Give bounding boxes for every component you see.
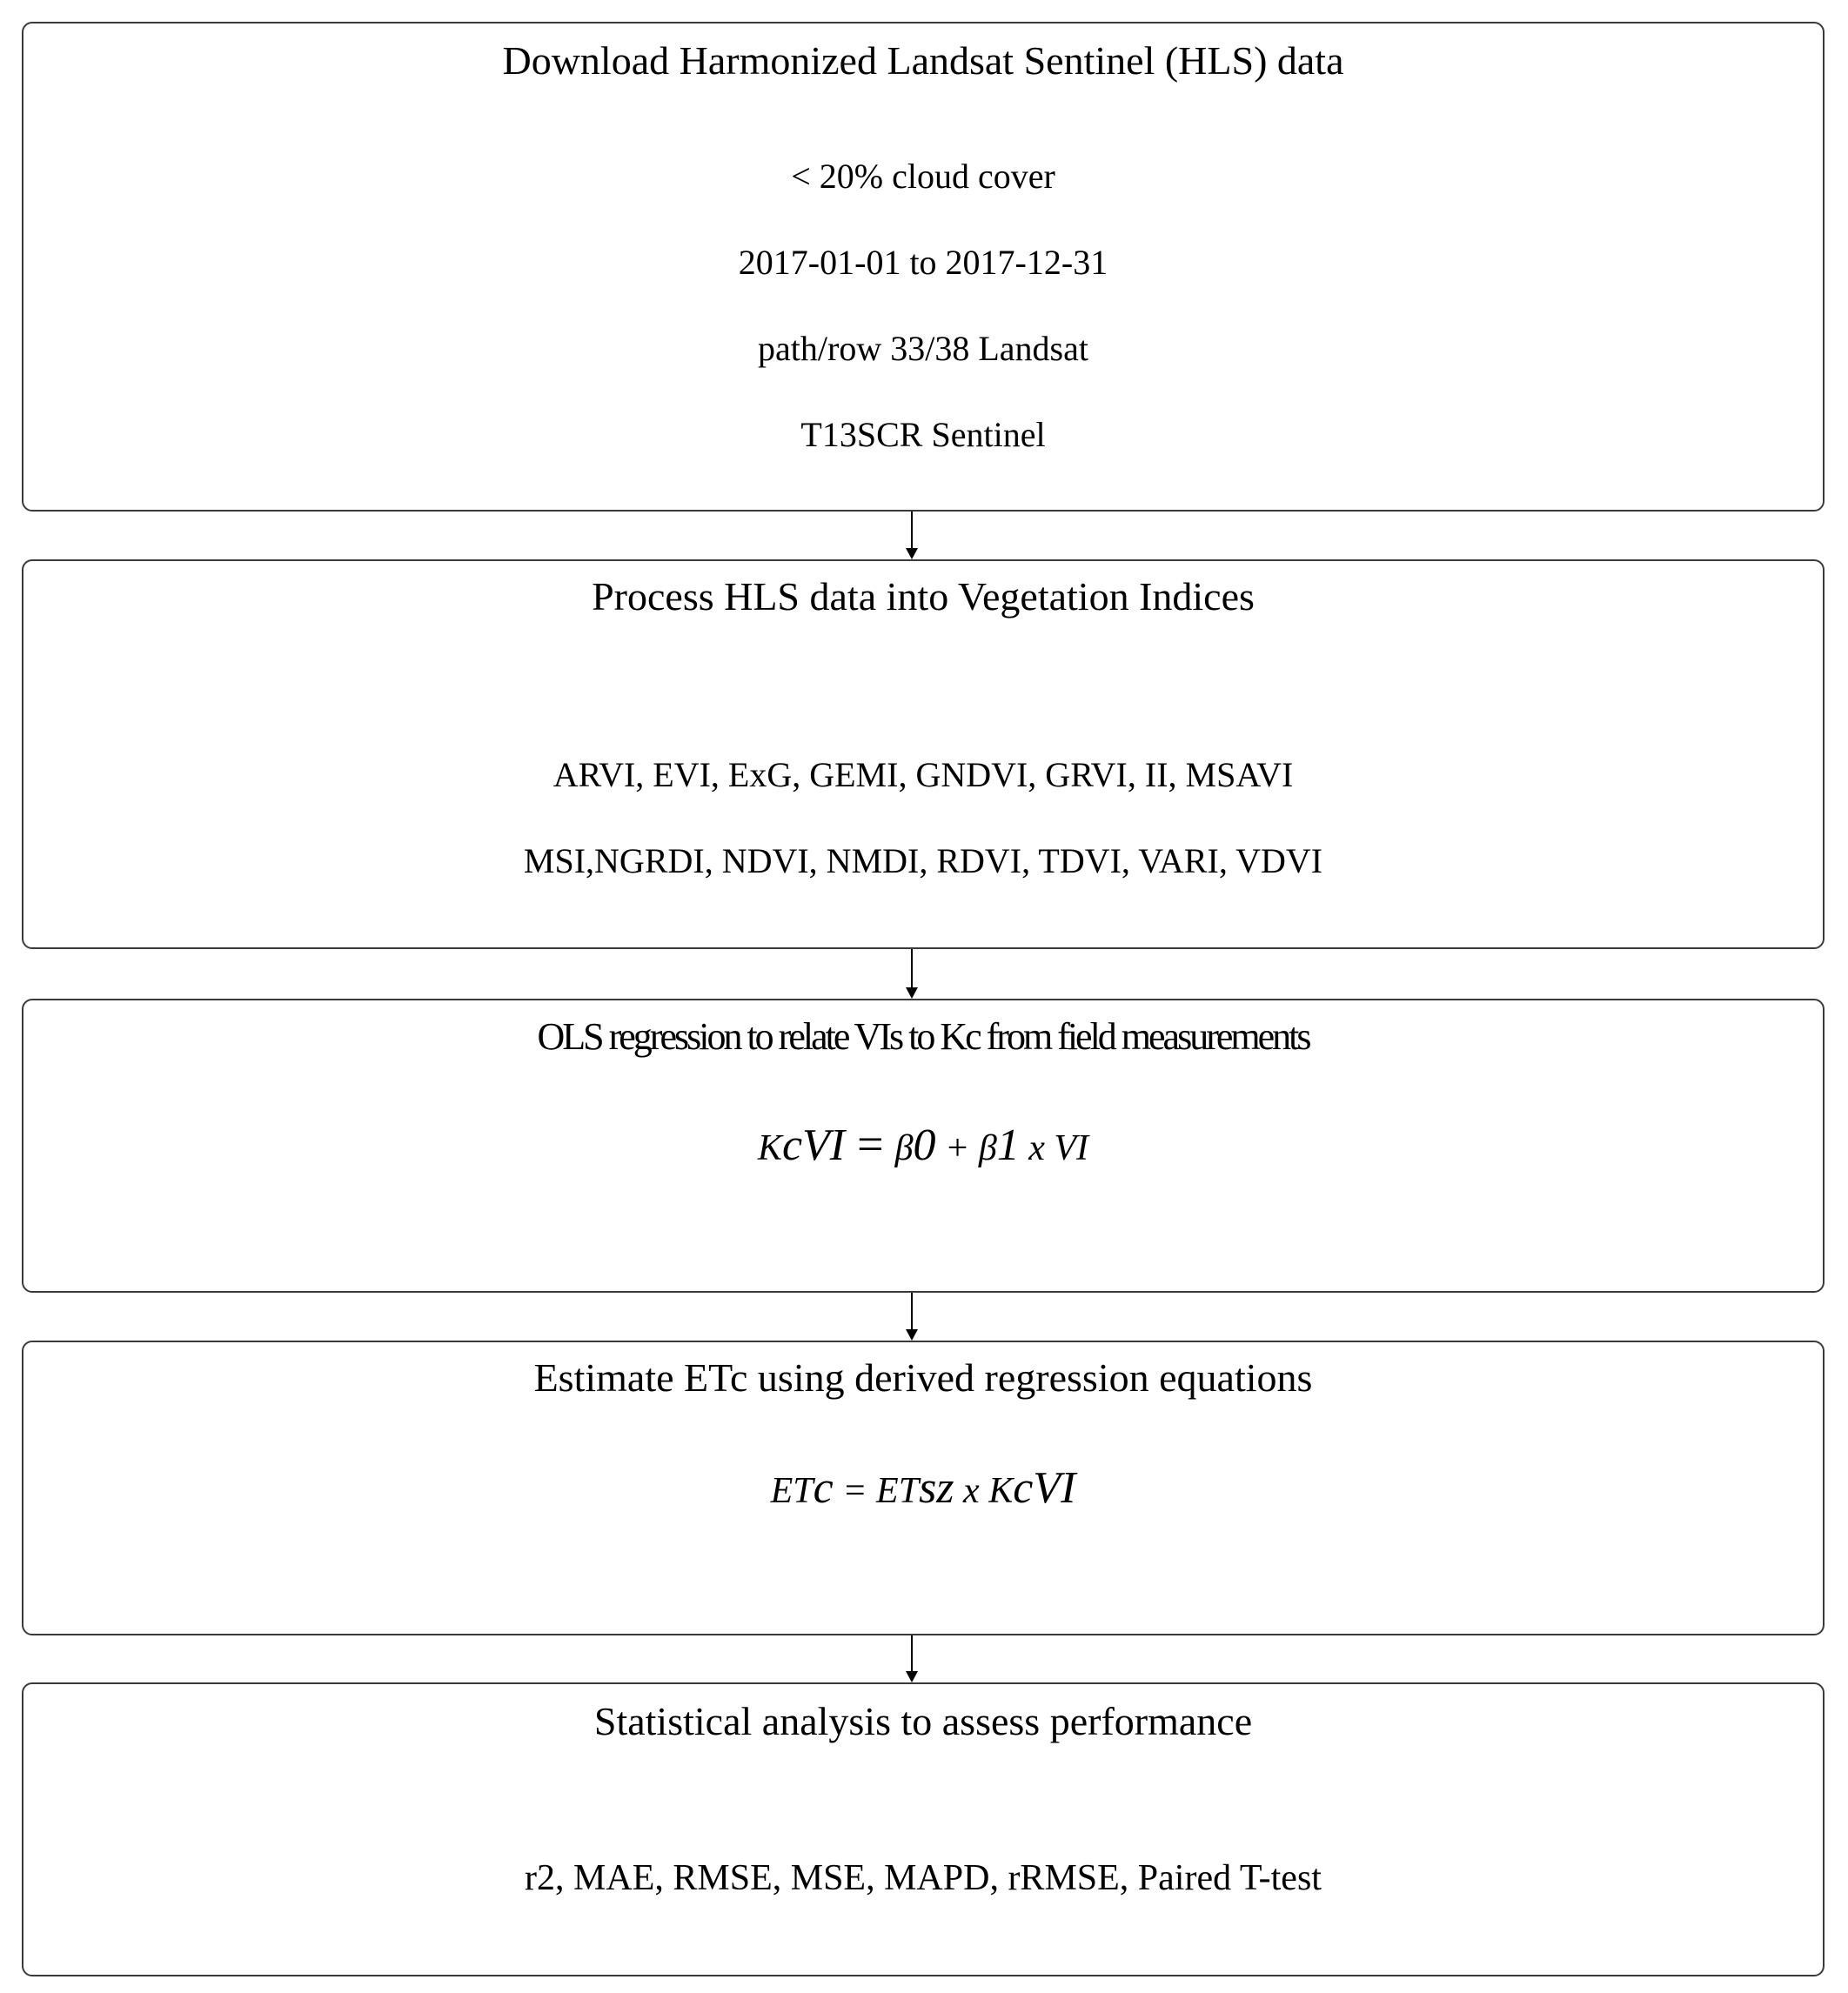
step-details (23, 1836, 1823, 1922)
formula-subscript: sz (919, 1463, 954, 1513)
formula-operator: x (1028, 1128, 1045, 1168)
step-title: Process HLS data into Vegetation Indices (592, 574, 1255, 619)
step-process-vi (22, 559, 1825, 949)
formula-subscript: c (813, 1463, 834, 1513)
formula-operator: x (963, 1471, 980, 1511)
formula-term: β (894, 1128, 914, 1168)
formula-term: β (978, 1128, 997, 1168)
formula-subscript: cVI (781, 1120, 846, 1170)
step-title: OLS regression to relate VIs to Kc from field measurements (537, 1015, 1309, 1058)
flow-arrow (903, 1293, 921, 1341)
formula-operator: + (944, 1128, 970, 1168)
detail-line: MSI,NGRDI, NDVI, NMDI, RDVI, TDVI, VARI, VDVI (523, 841, 1323, 880)
step-statistical-analysis (22, 1682, 1825, 1976)
etc-formula (23, 1462, 1823, 1514)
formula-term: K (988, 1471, 1014, 1511)
detail-line: T13SCR Sentinel (800, 415, 1046, 454)
flow-arrow (903, 512, 921, 559)
step-title: Download Harmonized Landsat Sentinel (HLS) data (502, 38, 1344, 83)
detail-line: r2, MAE, RMSE, MSE, MAPD, rRMSE, Paired T-test (525, 1858, 1322, 1898)
flow-arrow (903, 949, 921, 999)
step-details (23, 133, 1823, 478)
formula-operator: = (854, 1118, 887, 1170)
formula-term: ET (770, 1471, 814, 1511)
step-download-hls (22, 22, 1825, 512)
formula-subscript: 1 (996, 1120, 1020, 1170)
formula-subscript: cVI (1013, 1463, 1076, 1513)
detail-line: ARVI, EVI, ExG, GEMI, GNDVI, GRVI, II, MSAVI (552, 755, 1294, 794)
step-ols-regression (22, 999, 1825, 1293)
formula-term: ET (876, 1471, 920, 1511)
step-title: Statistical analysis to assess performance (593, 1699, 1253, 1743)
step-details (23, 732, 1823, 904)
detail-line: 2017-01-01 to 2017-12-31 (738, 243, 1108, 282)
step-estimate-etc (22, 1341, 1825, 1635)
detail-line: path/row 33/38 Landsat (758, 329, 1088, 368)
regression-formula (23, 1117, 1823, 1171)
formula-term: VI (1054, 1128, 1089, 1168)
formula-operator: = (842, 1471, 867, 1511)
step-title: Estimate ETc using derived regression equations (533, 1355, 1313, 1400)
formula-term: K (757, 1128, 782, 1168)
formula-subscript: 0 (913, 1120, 936, 1170)
detail-line: < 20% cloud cover (791, 157, 1055, 196)
flow-arrow (903, 1635, 921, 1682)
